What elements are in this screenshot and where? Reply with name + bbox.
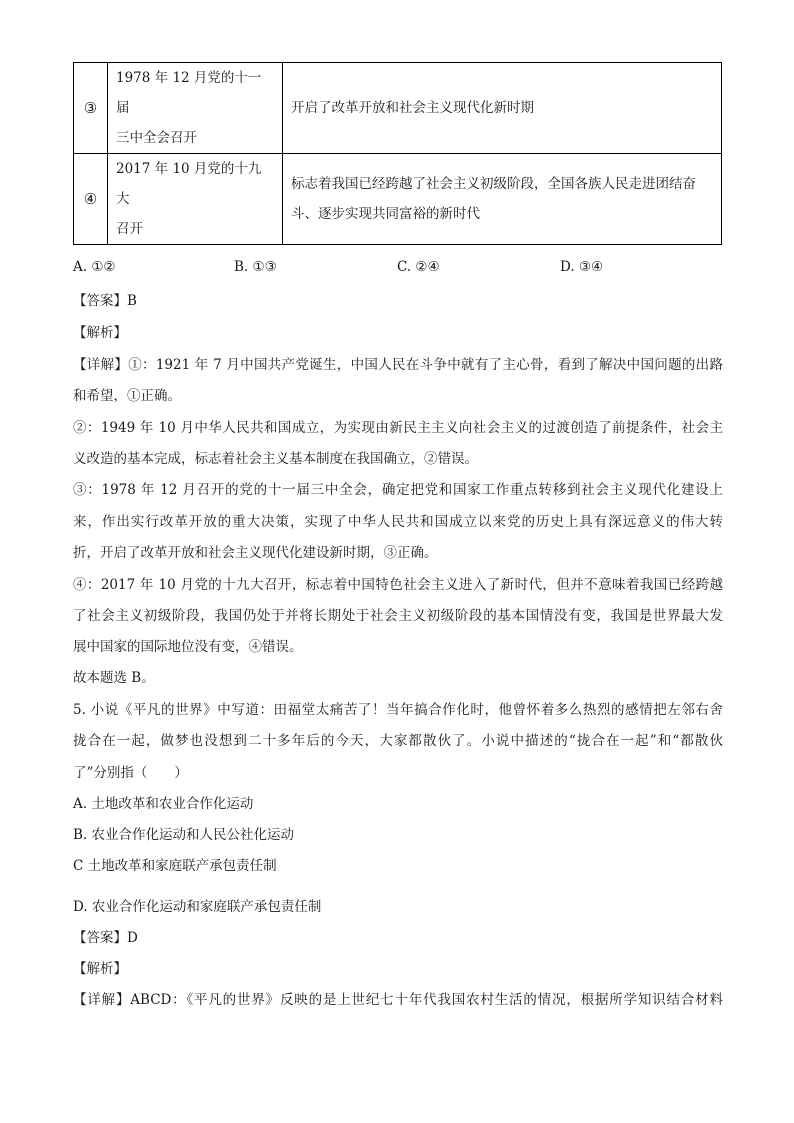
q4-detail-line: 义改造的基本完成，标志着社会主义基本制度在我国确立，②错误。 <box>73 451 478 467</box>
q5-analysis-label: 【解析】 <box>73 961 127 977</box>
q4-detail-line: 了社会主义初级阶段，我国仍处于并将长期处于社会主义初级阶段的基本国情没有变，我国是世界最大发 <box>73 608 723 624</box>
q4-detail-line: 展中国家的国际地位没有变，④错误。 <box>73 639 303 655</box>
q5-answer: 【答案】D <box>73 930 138 946</box>
q5-option-d: D. 农业合作化运动和家庭联产承包责任制 <box>73 899 322 915</box>
significance-cell <box>283 63 722 154</box>
event-cell <box>108 63 283 154</box>
q4-answer: 【答案】B <box>73 293 137 309</box>
q4-detail-line: 和希望，①正确。 <box>73 388 181 404</box>
q5-option-a: A. 土地改革和农业合作化运动 <box>73 796 254 812</box>
q5-detail-line: 【详解】ABCD：《平凡的世界》反映的是上世纪七十年代我国农村生活的情况，根据所学知识结合材料 <box>73 992 723 1008</box>
event-line: 1978 年 12 月党的十一届 <box>116 70 262 116</box>
q4-detail-line: 【详解】①：1921 年 7 月中国共产党诞生，中国人民在斗争中就有了主心骨，看到了解决中国问题的出路 <box>73 357 723 373</box>
table-row <box>74 63 722 154</box>
table-row <box>74 154 722 245</box>
q4-detail-line: 来，作出实行改革开放的重大决策，实现了中华人民共和国成立以来党的历史上具有深远意义的伟大转 <box>73 514 723 530</box>
choice-d: D. ③④ <box>560 259 604 275</box>
q4-detail-line: ②：1949 年 10 月中华人民共和国成立，为实现由新民主主义向社会主义的过渡创造了前提条件，社会主 <box>73 420 723 436</box>
choice-b: B. ①③ <box>234 259 277 275</box>
q5-question-line: 拢合在一起，做梦也没想到二十多年后的今天，大家都散伙了。小说中描述的“拢合在一起”和“都散伙 <box>73 733 723 749</box>
q5-question-line: 5. 小说《平凡的世界》中写道：田福堂太痛苦了！当年搞合作化时，他曾怀着多么热烈的感情把左邻右舍 <box>73 702 723 718</box>
q4-detail-line: ④：2017 年 10 月党的十九大召开，标志着中国特色社会主义进入了新时代，但并不意味着我国已经跨越 <box>73 577 723 593</box>
q4-detail-line: 折，开启了改革开放和社会主义现代化建设新时期，③正确。 <box>73 545 438 561</box>
choice-c: C. ②④ <box>397 259 440 275</box>
q4-analysis-label: 【解析】 <box>73 325 127 341</box>
event-line: 2017 年 10 月党的十九大 <box>116 161 262 207</box>
significance-cell <box>283 154 722 245</box>
q4-conclusion: 故本题选 B。 <box>73 670 155 686</box>
events-table <box>73 62 722 245</box>
q5-option-b: B. 农业合作化运动和人民公社化运动 <box>73 827 295 843</box>
q5-question-line: 了”分别指（ ） <box>73 765 188 781</box>
q4-detail-line: ③：1978 年 12 月召开的党的十一届三中全会，确定把党和国家工作重点转移到社会主义现代化建设上 <box>73 482 723 498</box>
event-cell <box>108 154 283 245</box>
significance-line: 斗、逐步实现共同富裕的新时代 <box>291 206 480 222</box>
q5-option-c: C 土地改革和家庭联产承包责任制 <box>73 858 277 874</box>
q4-choices <box>73 259 733 283</box>
row-number: ③ <box>74 63 108 154</box>
significance-line: 标志着我国已经跨越了社会主义初级阶段，全国各族人民走进团结奋 <box>291 176 696 192</box>
choice-a: A. ①② <box>73 259 116 275</box>
event-line: 召开 <box>116 221 143 237</box>
significance-line: 开启了改革开放和社会主义现代化新时期 <box>291 100 534 116</box>
row-number: ④ <box>74 154 108 245</box>
event-line: 三中全会召开 <box>116 130 197 146</box>
